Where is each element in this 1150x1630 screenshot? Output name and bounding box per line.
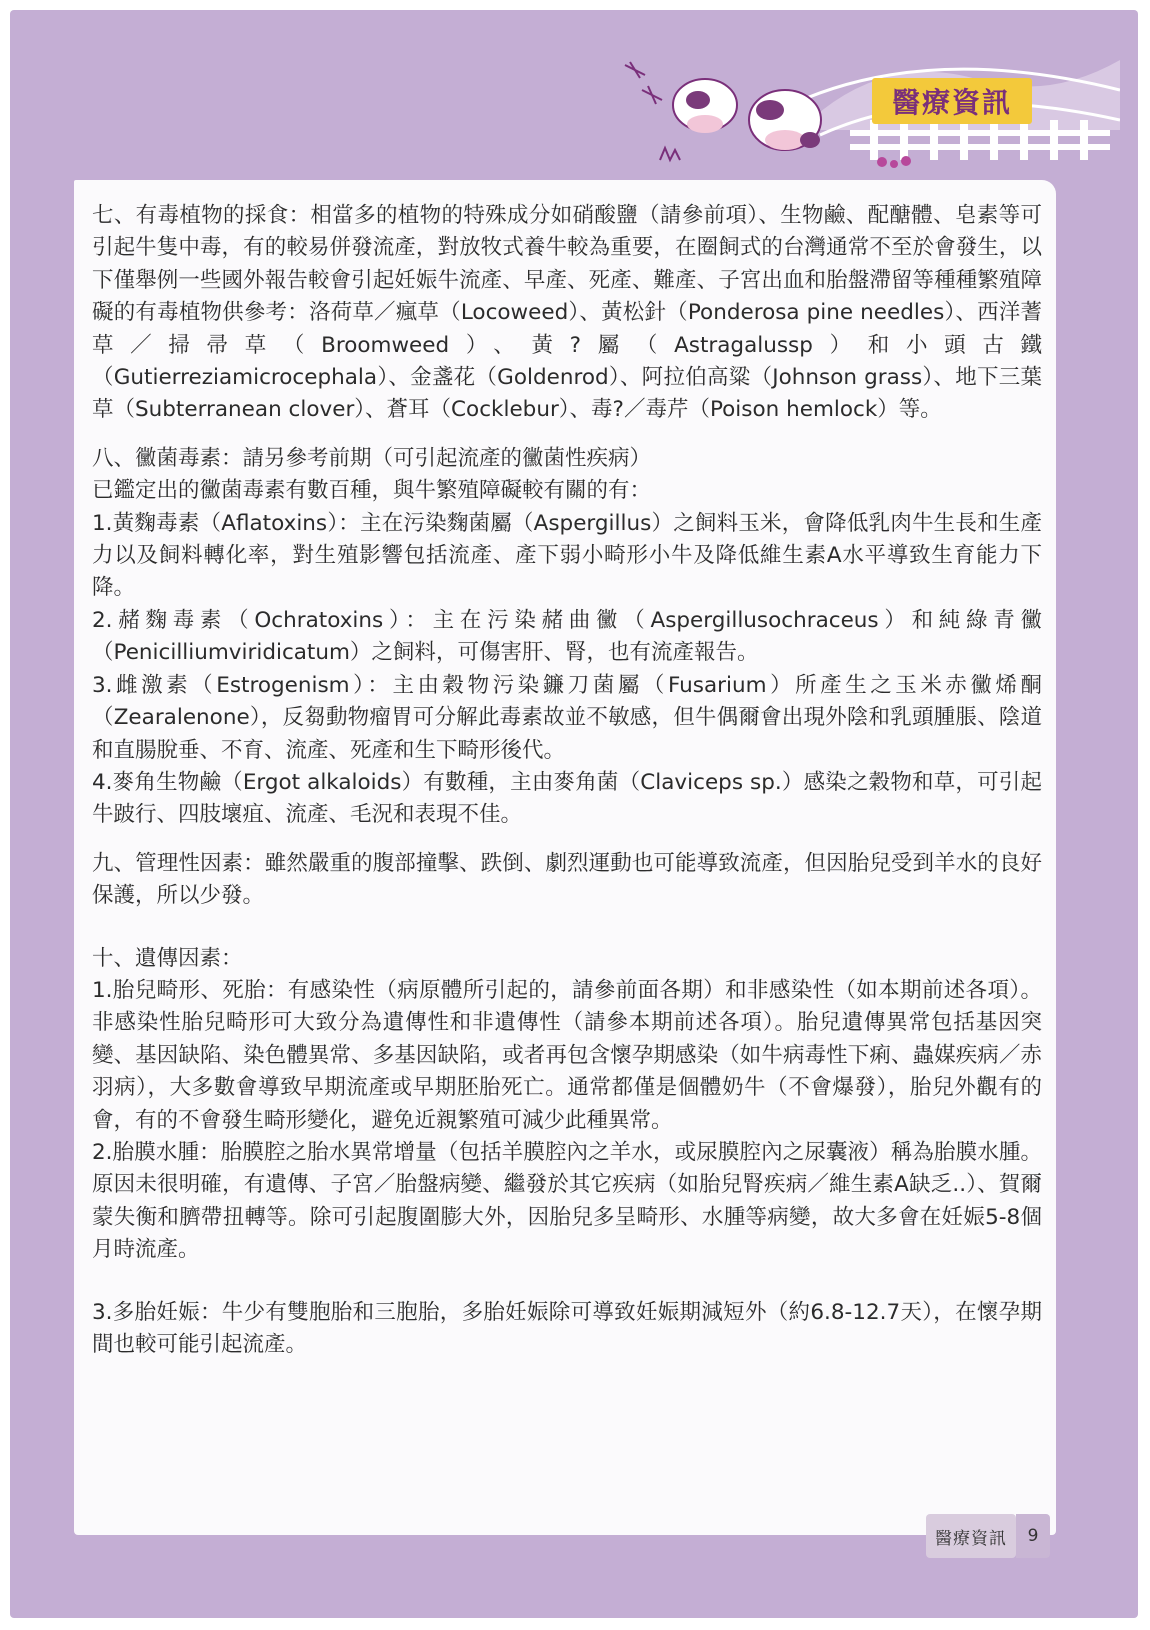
section-badge: 醫療資訊 [872, 78, 1032, 124]
footer-section-label: 醫療資訊 [926, 1514, 1016, 1558]
cow-icon [749, 90, 821, 150]
list-item: 3.雌激素（Estrogenism）：主由穀物污染鐮刀菌屬（Fusarium）所產生之玉米赤黴烯酮（Zearalenone），反芻動物瘤胃可分解此毒素故並不敏感，但牛偶爾會出現外陰和乳頭腫脹、陰道和直腸脫垂、不育、流產、死產和生下畸形後代。 [92, 672, 1042, 763]
section-multiple-pregnancy [92, 1297, 1042, 1362]
section-heading: 八、黴菌毒素：請另參考前期（可引起流產的黴菌性疾病） [92, 445, 652, 471]
dragonfly-icon [625, 62, 645, 78]
paragraph: 已鑑定出的黴菌毒素有數百種，與牛繁殖障礙較有關的有： [92, 478, 652, 504]
paragraph: 七、有毒植物的採食：相當多的植物的特殊成分如硝酸鹽（請參前項）、生物鹼、配醣體、皂素等可引起牛隻中毒，有的較易併發流產，對放牧式養牛較為重要，在圈飼式的台灣通常不至於會發生，以下僅舉例一些國外報告較會引起妊娠牛流產、早產、死產、難產、子宮出血和胎盤滯留等種種繁殖障礙的有毒植物供參考：洛荷草／瘋草（Locoweed）、黃松針（Ponderosa pine needles）、西洋蓍草／掃帚草（Broomweed）、黃?屬（Astragalussp）和小頭古鐵（Gutierreziamicrocephala）、金盞花（Goldenrod）、阿拉伯高粱（Johnson grass）、地下三葉草（Subterranean clover）、蒼耳（Cocklebur）、毒?／毒芹（Poison hemlock）等。 [92, 203, 1042, 423]
section-heading: 十、遺傳因素： [92, 945, 243, 971]
page-number: 9 [1016, 1514, 1050, 1558]
list-item: 4.麥角生物鹼（Ergot alkaloids）有數種，主由麥角菌（Claviceps sp.）感染之穀物和草，可引起牛跛行、四肢壞疽、流產、毛況和表現不佳。 [92, 769, 1042, 828]
list-item: 1.胎兒畸形、死胎：有感染性（病原體所引起的，請參前面各期）和非感染性（如本期前述各項）。非感染性胎兒畸形可大致分為遺傳性和非遺傳性（請參本期前述各項）。胎兒遺傳異常包括基因突變、基因缺陷、染色體異常、多基因缺陷，或者再包含懷孕期感染（如牛病毒性下痢、蟲媒疾病／赤羽病），大多數會導致早期流產或早期胚胎死亡。通常都僅是個體奶牛（不會爆發），胎兒外觀有的會，有的不會發生畸形變化，避免近親繁殖可減少此種異常。 [92, 977, 1042, 1133]
cow-icon [673, 79, 737, 133]
list-item: 1.黃麴毒素（Aflatoxins）：主在污染麴菌屬（Aspergillus）之飼料玉米，會降低乳肉牛生長和生產力以及飼料轉化率，對生殖影響包括流產、產下弱小畸形小牛及降低維生素A水平導致生育能力下降。 [92, 510, 1042, 601]
list-item: 3.多胎妊娠：牛少有雙胞胎和三胞胎，多胎妊娠除可導致妊娠期減短外（約6.8-12.7天），在懷孕期間也較可能引起流產。 [92, 1299, 1042, 1357]
section-mycotoxins [92, 443, 1042, 832]
header-illustration [620, 40, 1120, 180]
section-management [92, 848, 1042, 913]
dragonfly-icon [642, 86, 662, 104]
grass-icon [660, 148, 680, 160]
paragraph: 九、管理性因素：雖然嚴重的腹部撞擊、跌倒、劇烈運動也可能導致流產，但因胎兒受到羊水的良好保護，所以少發。 [92, 850, 1042, 909]
list-item: 2.赭麴毒素（Ochratoxins）：主在污染赭曲黴（Aspergillusochraceus）和純綠青黴（Penicilliumviridicatum）之飼料，可傷害肝、腎，也有流產報告。 [92, 607, 1042, 666]
list-item: 2.胎膜水腫：胎膜腔之胎水異常增量（包括羊膜腔內之羊水，或尿膜腔內之尿囊液）稱為胎膜水腫。原因未很明確，有遺傳、子宮／胎盤病變、繼發於其它疾病（如胎兒腎疾病／維生素A缺乏..）、賀爾蒙失衡和臍帶扭轉等。除可引起腹圍膨大外，因胎兒多呈畸形、水腫等病變，故大多會在妊娠5-8個月時流產。 [92, 1139, 1042, 1263]
article-body [92, 200, 1042, 1361]
section-toxic-plants [92, 200, 1042, 427]
flower-icon [877, 156, 911, 168]
section-genetics [92, 943, 1042, 1267]
